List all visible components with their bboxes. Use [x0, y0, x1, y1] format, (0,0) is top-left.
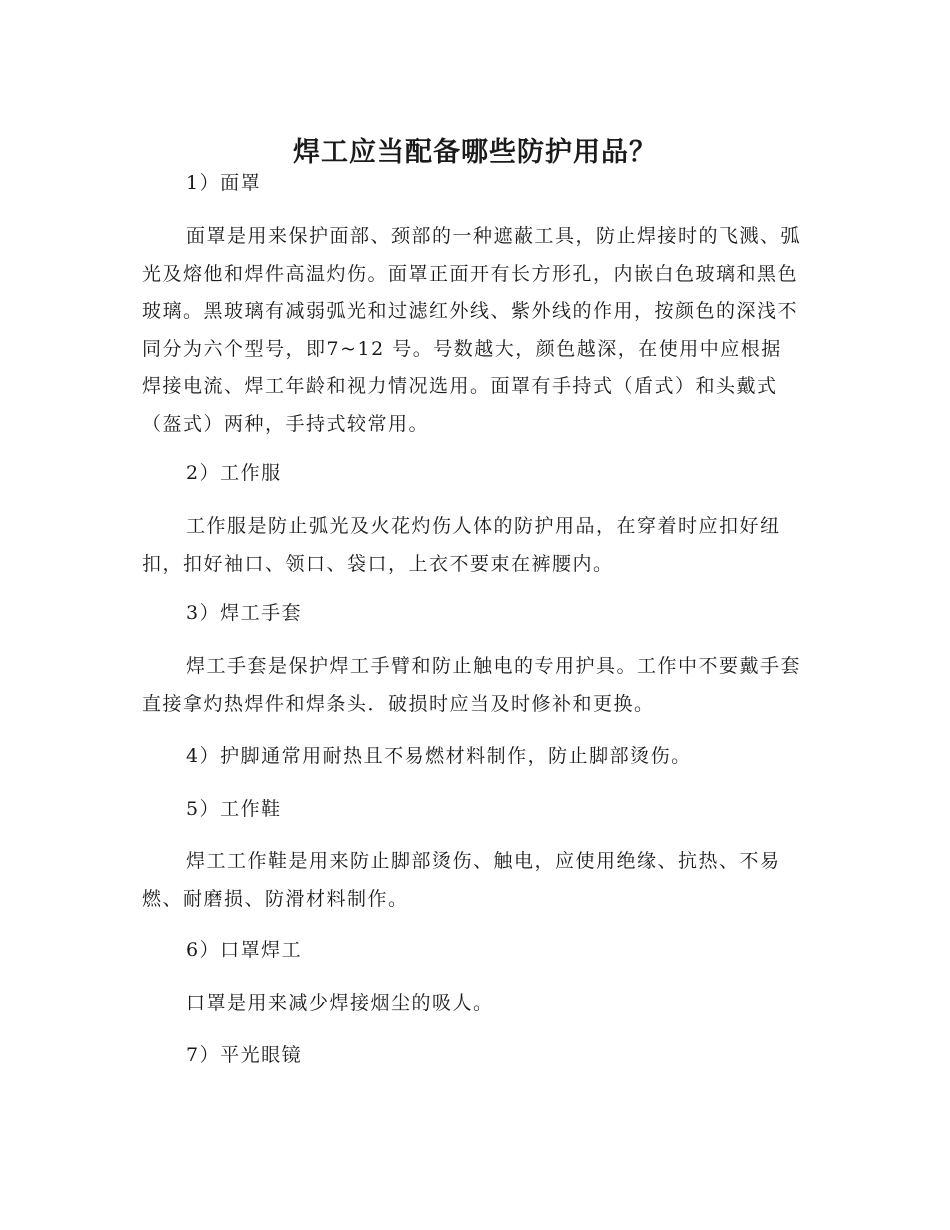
section-heading-gloves: 3）焊工手套: [186, 602, 303, 624]
section-body-mouth-mask: 口罩是用来减少焊接烟尘的吸人。: [186, 992, 494, 1014]
section-heading-mask: 1）面罩: [186, 172, 262, 194]
section-body-work-clothes: 工作服是防止弧光及火花灼伤人体的防护用品，在穿着时应扣好纽扣，扣好袖口、领口、袋口，上衣不要束在裤腰内。: [142, 515, 781, 575]
section-heading-work-clothes: 2）工作服: [186, 462, 282, 484]
section-heading-foot-guard: 4）护脚通常用耐热且不易燃材料制作，防止脚部烫伤。: [186, 745, 692, 767]
section-body-mask: 面罩是用来保护面部、颈部的一种遮蔽工具，防止焊接时的飞溅、弧光及熔他和焊件高温灼伤。面罩正面开有长方形孔，内嵌白色玻璃和黑色玻璃。黑玻璃有减弱弧光和过滤红外线、紫外线的作用，按颜色的深浅不同分为六个型号，即7~12 号。号数越大，颜色越深，在使用中应根据焊接电流、焊工年龄和视力情况选用。面罩有手持式（盾式）和头戴式（盔式）两种，手持式较常用。: [142, 225, 802, 435]
section-heading-plain-glasses: 7）平光眼镜: [186, 1044, 303, 1066]
section-heading-work-shoes: 5）工作鞋: [186, 798, 282, 820]
document-title: 焊工应当配备哪些防护用品？: [293, 137, 657, 169]
section-body-work-shoes: 焊工工作鞋是用来防止脚部烫伤、触电，应使用绝缘、抗热、不易燃、耐磨损、防滑材料制作。: [142, 850, 781, 910]
section-heading-mouth-mask: 6）口罩焊工: [186, 939, 303, 961]
section-body-gloves: 焊工手套是保护焊工手臂和防止触电的专用护具。工作中不要戴手套直接拿灼热焊件和焊条头．破损时应当及时修补和更换。: [142, 655, 802, 715]
